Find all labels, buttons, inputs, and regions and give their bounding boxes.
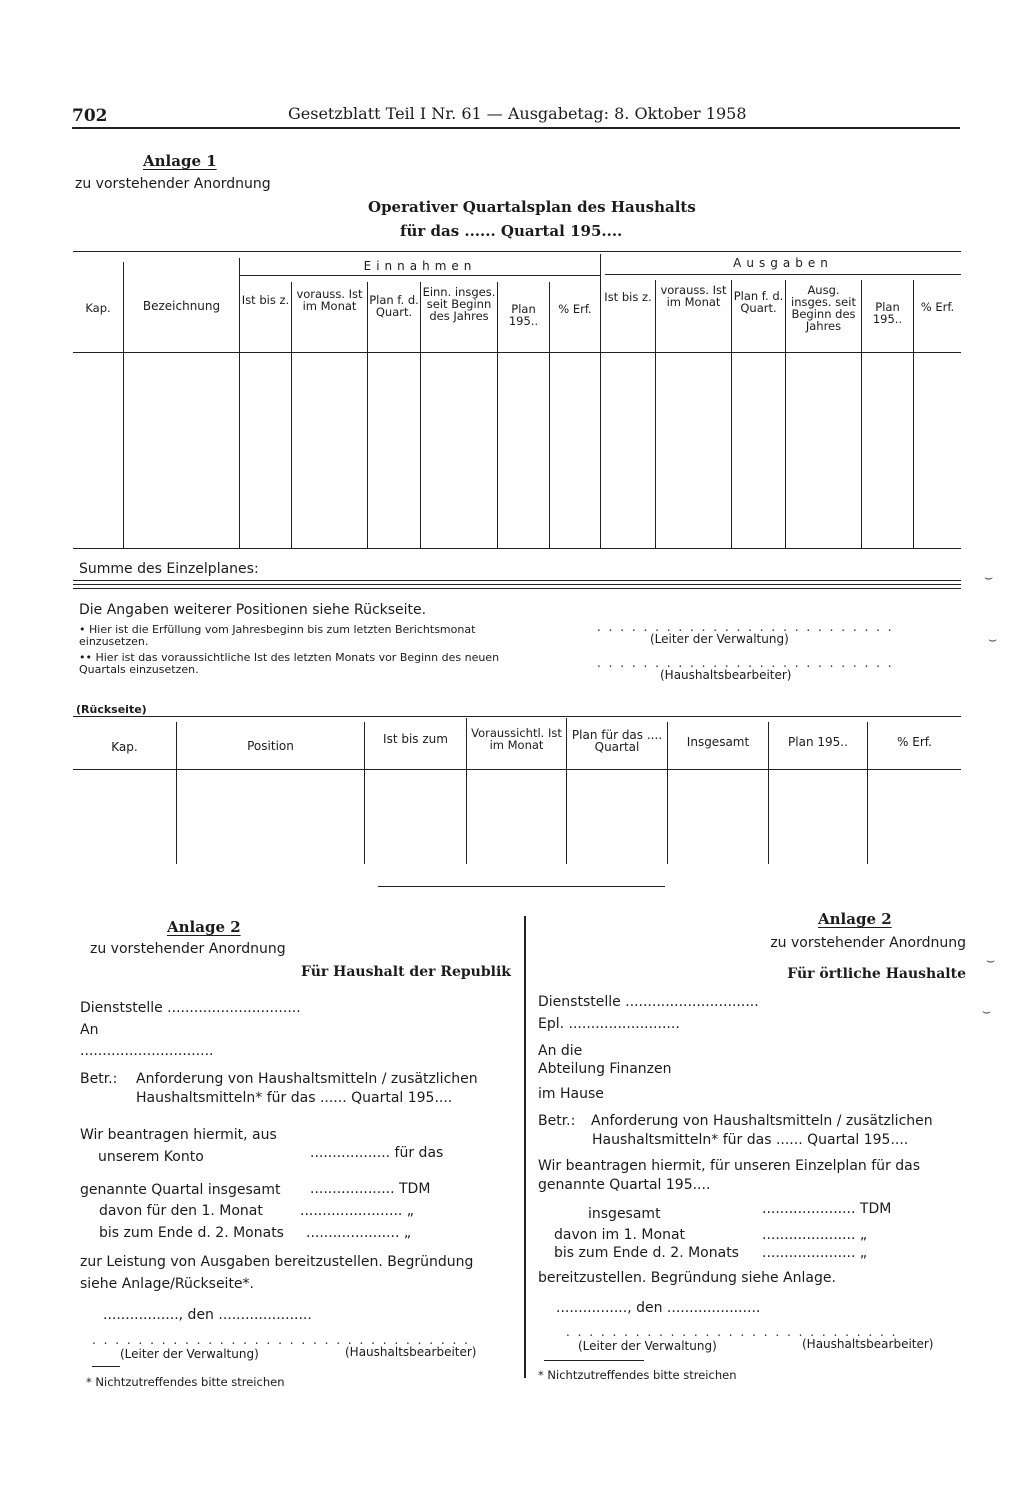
left-betr-line2: Haushaltsmitteln* für das ...... Quartal 195.... — [136, 1090, 453, 1106]
group-ausgaben: Ausgaben — [733, 256, 833, 270]
rs-col-ist: Ist bis zum — [383, 732, 448, 746]
col-einn-plan195: Plan 195.. — [508, 302, 539, 328]
left-quartal-dots: ................... TDM — [310, 1181, 431, 1197]
margin-mark-4: ⌣ — [982, 1004, 992, 1020]
col-einn-vorauss: vorauss. Ist im Monat — [296, 287, 363, 313]
right-insgesamt-dots: ..................... TDM — [762, 1201, 892, 1217]
right-wir-line1: Wir beantragen hiermit, für unseren Einzelplan für das — [538, 1158, 920, 1174]
page-header-title: Gesetzblatt Teil I Nr. 61 — Ausgabetag: 8. Oktober 1958 — [288, 104, 747, 123]
right-sig-leiter: (Leiter der Verwaltung) — [578, 1339, 717, 1353]
anlage2-left-for: Für Haushalt der Republik — [301, 964, 511, 980]
right-dienststelle: Dienststelle .............................. — [538, 994, 759, 1010]
group-einnahmen: Einnahmen — [363, 259, 477, 273]
right-betr-label: Betr.: — [538, 1113, 576, 1129]
margin-mark-2: ⌣ — [988, 632, 998, 648]
right-davon1-dots: ..................... „ — [762, 1227, 868, 1243]
rs-col-erf: % Erf. — [897, 735, 932, 749]
left-wir-line2: unserem Konto — [98, 1149, 204, 1165]
rueckseite-hint: Die Angaben weiterer Positionen siehe Rückseite. — [79, 602, 427, 618]
left-sig-dots: . . . . . . . . . . . . . . . . . . . . . . . . . . . . . . . . . — [92, 1333, 470, 1347]
anlage1-title: Operativer Quartalsplan des Haushalts — [368, 198, 696, 216]
right-davon2: bis zum Ende d. 2. Monats — [554, 1245, 739, 1261]
col-einn-ist: Ist bis z. — [241, 293, 290, 307]
anlage2-left-heading: Anlage 2 — [167, 918, 241, 936]
rs-col-vorauss: Voraussichtl. Ist im Monat — [471, 726, 562, 752]
left-wir-line1: Wir beantragen hiermit, aus — [80, 1127, 277, 1143]
left-sig-leiter: (Leiter der Verwaltung) — [120, 1347, 259, 1361]
col-einn-insges: Einn. insges. seit Beginn des Jahres — [422, 285, 496, 323]
right-bereit: bereitzustellen. Begründung siehe Anlage. — [538, 1270, 836, 1286]
left-dienststelle: Dienststelle .............................. — [80, 1000, 301, 1016]
right-davon1: davon im 1. Monat — [554, 1227, 686, 1243]
left-wir-dots: .................. für das — [310, 1145, 444, 1161]
col-einn-plan-quart: Plan f. d. Quart. — [369, 293, 419, 319]
anlage2-right-subheading: zu vorstehender Anordnung — [770, 935, 966, 951]
rs-col-plan195: Plan 195.. — [788, 735, 848, 749]
rs-col-position: Position — [247, 739, 294, 753]
right-epl: Epl. ......................... — [538, 1016, 680, 1032]
right-abteilung: Abteilung Finanzen — [538, 1061, 672, 1077]
col-ausg-erf: % Erf. — [920, 300, 955, 314]
sig-leiter-label: (Leiter der Verwaltung) — [650, 632, 789, 646]
sig-bearbeiter-label: (Haushaltsbearbeiter) — [660, 668, 792, 682]
left-leistung-line2: siehe Anlage/Rückseite*. — [80, 1276, 254, 1292]
margin-mark-3: ⌣ — [986, 953, 996, 969]
left-an: An — [80, 1022, 99, 1038]
right-wir-line2: genannte Quartal 195.... — [538, 1177, 711, 1193]
anlage2-left-subheading: zu vorstehender Anordnung — [90, 941, 286, 957]
right-sig-dots: . . . . . . . . . . . . . . . . . . . . . . . . . . . . . — [566, 1325, 898, 1339]
anlage1-subheading: zu vorstehender Anordnung — [75, 176, 271, 192]
rs-col-kap: Kap. — [111, 740, 138, 754]
col-ausg-plan-quart: Plan f. d. Quart. — [733, 289, 784, 315]
left-leistung-line1: zur Leistung von Ausgaben bereitzustellen. Begründung — [80, 1254, 474, 1270]
anlage1-heading: Anlage 1 — [143, 152, 217, 170]
sig-dots-leiter: . . . . . . . . . . . . . . . . . . . . . . . . . . — [597, 620, 894, 634]
right-date-line: ................, den ..................... — [556, 1300, 761, 1316]
anlage2-right-heading: Anlage 2 — [818, 910, 892, 928]
section-separator — [378, 886, 665, 887]
col-ausg-plan195: Plan 195.. — [872, 300, 903, 326]
summe-einzelplan: Summe des Einzelplanes: — [79, 561, 259, 577]
col-ausg-ist: Ist bis z. — [604, 290, 652, 304]
page-number: 702 — [72, 106, 108, 126]
left-betr-label: Betr.: — [80, 1071, 118, 1087]
right-betr-line1: Anforderung von Haushaltsmitteln / zusätzlichen — [591, 1113, 933, 1129]
left-davon1: davon für den 1. Monat — [99, 1203, 263, 1219]
col-kap: Kap. — [85, 301, 111, 315]
margin-mark-1: ⌣ — [984, 570, 994, 586]
anlage2-right-for: Für örtliche Haushalte — [787, 966, 966, 982]
rs-col-insgesamt: Insgesamt — [686, 735, 750, 749]
left-betr-line1: Anforderung von Haushaltsmitteln / zusätzlichen — [136, 1071, 478, 1087]
right-sig-bearbeiter: (Haushaltsbearbeiter) — [802, 1337, 934, 1351]
col-einn-erf: % Erf. — [558, 302, 592, 316]
right-betr-line2: Haushaltsmitteln* für das ...... Quartal 195.... — [592, 1132, 909, 1148]
col-ausg-insges: Ausg. insges. seit Beginn des Jahres — [791, 283, 856, 333]
left-footnote: * Nichtzutreffendes bitte streichen — [86, 1375, 285, 1389]
right-an-die: An die — [538, 1043, 583, 1059]
right-davon2-dots: ..................... „ — [762, 1245, 868, 1261]
rueckseite-label: (Rückseite) — [76, 703, 147, 716]
col-ausg-vorauss: vorauss. Ist im Monat — [660, 283, 727, 309]
sig-dots-bearbeiter: . . . . . . . . . . . . . . . . . . . . . . . . . . — [597, 656, 894, 670]
header-rule — [72, 127, 960, 129]
left-quartal-insgesamt: genannte Quartal insgesamt — [80, 1182, 281, 1198]
anlage1-title-quartal: für das ...... Quartal 195.... — [400, 222, 623, 240]
column-divider — [524, 916, 526, 1378]
left-davon2-dots: ..................... „ — [306, 1225, 412, 1241]
left-an-dots: .............................. — [80, 1043, 214, 1059]
left-davon1-dots: ....................... „ — [300, 1203, 415, 1219]
col-bezeichnung: Bezeichnung — [142, 299, 221, 313]
footnote-1: • Hier ist die Erfüllung vom Jahresbeginn bis zum letzten Berichtsmonat einzusetzen. — [79, 623, 476, 648]
left-sig-bearbeiter: (Haushaltsbearbeiter) — [345, 1345, 477, 1359]
right-footnote: * Nichtzutreffendes bitte streichen — [538, 1368, 737, 1382]
rs-col-plan-quartal: Plan für das .... Quartal — [571, 728, 663, 754]
right-insgesamt: insgesamt — [588, 1206, 661, 1222]
footnote-2: •• Hier ist das voraussichtliche Ist des letzten Monats vor Beginn des neuen Quartals einzusetzen. — [79, 651, 500, 676]
left-date-line: ................., den ..................... — [103, 1307, 312, 1323]
right-im-hause: im Hause — [538, 1086, 604, 1102]
left-davon2: bis zum Ende d. 2. Monats — [99, 1225, 284, 1241]
